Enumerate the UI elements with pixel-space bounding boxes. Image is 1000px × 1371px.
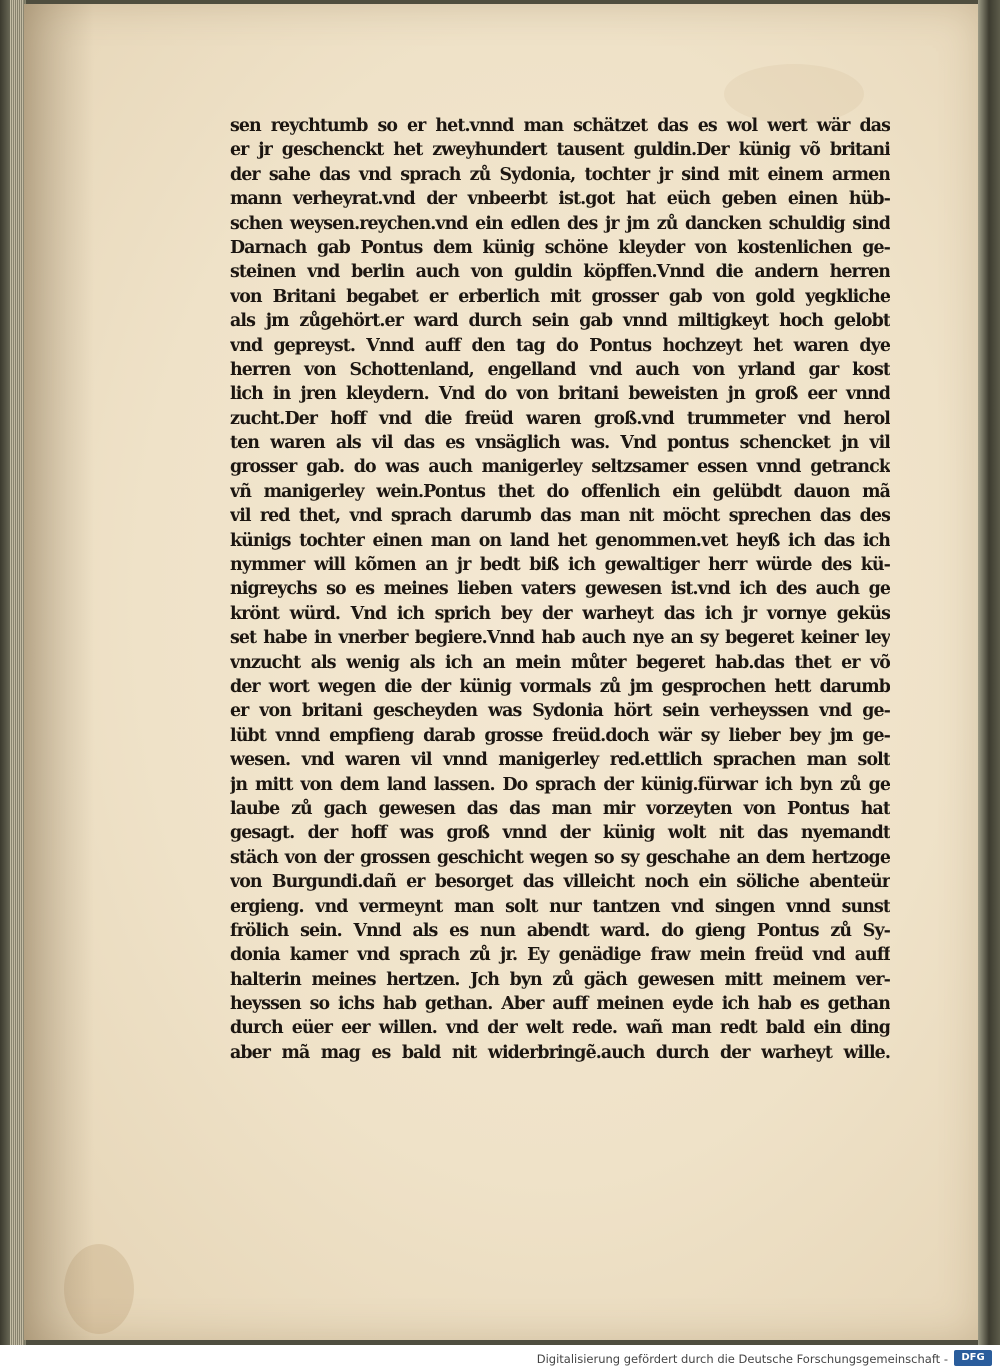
- text-line: lich in jren kleydern. Vnd do von britani beweisten jn groß eer vnnd: [230, 384, 890, 405]
- page-text-block: [230, 114, 890, 1065]
- text-line: zucht.Der hoff vnd die freüd waren groß.vnd trummeter vnd herol: [230, 408, 890, 429]
- text-line: ergieng. vnd vermeynt man solt nur tantzen vnd singen vnnd sunst: [230, 896, 890, 917]
- text-line: nigreychs so es meines lieben vaters gewesen ist.vnd ich des auch ge: [230, 579, 890, 600]
- footer-bar: [0, 1345, 1000, 1371]
- text-line: jn mitt von dem land lassen. Do sprach der künig.fürwar ich byn zů ge: [230, 774, 890, 795]
- text-line: aber mã mag es bald nit widerbringẽ.auch durch der warheyt wille.: [230, 1042, 890, 1063]
- text-line: donia kamer vnd sprach zů jr. Ey genädige fraw mein freüd vnd auff: [230, 945, 890, 966]
- text-line: von Burgundi.dañ er besorget das villeicht noch ein söliche abenteür: [230, 872, 890, 893]
- text-line: stäch von der grossen geschicht wegen so sy geschahe an dem hertzoge: [230, 847, 890, 868]
- text-line: ten waren als vil das es vnsäglich was. Vnd pontus schencket jn vil: [230, 433, 890, 454]
- paper-stain: [64, 1244, 134, 1334]
- text-line: nymmer will kõmen an jr bedt biß ich gewaltiger herr würde des kü-: [230, 555, 890, 576]
- text-line: mann verheyrat.vnd der vnbeerbt ist.got hat eüch geben einen hüb-: [230, 189, 890, 210]
- text-line: vñ manigerley wein.Pontus thet do offenlich ein gelübdt dauon mã: [230, 481, 890, 502]
- text-line: künigs tochter einen man on land het genommen.vet heyß ich das ich: [230, 530, 890, 551]
- text-line: Darnach gab Pontus dem künig schöne kleyder von kostenlichen ge-: [230, 237, 890, 258]
- text-line: der wort wegen die der künig vormals zů jm gesprochen hett darumb: [230, 676, 890, 697]
- text-line: vnzucht als wenig als ich an mein můter begeret hab.das thet er võ: [230, 652, 890, 673]
- page-stack-edge: [10, 0, 24, 1345]
- book-right-edge: [978, 0, 1000, 1345]
- text-line: frölich sein. Vnnd als es nun abendt ward. do gieng Pontus zů Sy-: [230, 920, 890, 941]
- text-line: halterin meines hertzen. Jch byn zů gäch gewesen mitt meinem ver-: [230, 969, 890, 990]
- book-page: [24, 4, 980, 1340]
- text-line: lübt vnnd empfieng darab grosse freüd.doch wär sy lieber bey jm ge-: [230, 725, 890, 746]
- text-line: er jr geschenckt het zweyhundert tausent guldin.Der künig võ britani: [230, 140, 890, 161]
- text-line: vnd gepreyst. Vnnd auff den tag do Pontus hochzeyt het waren dye: [230, 335, 890, 356]
- text-line: grosser gab. do was auch manigerley seltzsamer essen vnnd getranck: [230, 457, 890, 478]
- text-line: sen reychtumb so er het.vnnd man schätzet das es wol wert wär das: [230, 116, 890, 136]
- text-line: als jm zůgehört.er ward durch sein gab vnnd miltigkeyt hoch gelobt: [230, 311, 890, 332]
- text-line: herren von Schottenland, engelland vnd auch von yrland gar kost: [230, 359, 890, 380]
- text-line: krönt würd. Vnd ich sprich bey der warheyt das ich jr vornye geküs: [230, 603, 890, 624]
- text-line: laube zů gach gewesen das das man mir vorzeyten von Pontus hat: [230, 798, 890, 819]
- text-line: von Britani begabet er erberlich mit grosser gab von gold yegkliche: [230, 286, 890, 307]
- text-line: steinen vnd berlin auch von guldin köpffen.Vnnd die andern herren: [230, 262, 890, 283]
- text-line: vil red thet, vnd sprach darumb das man nit möcht sprechen das des: [230, 506, 890, 527]
- text-line: set habe in vnerber begiere.Vnnd hab auch nye an sy begeret keiner ley: [230, 628, 890, 649]
- text-line: durch eüer eer willen. vnd der welt rede. wañ man redt bald ein ding: [230, 1018, 890, 1039]
- footer-credit: Digitalisierung gefördert durch die Deutsche Forschungsgemeinschaft -: [536, 1352, 948, 1366]
- text-line: schen weysen.reychen.vnd ein edlen des jr jm zů dancken schuldig sind: [230, 213, 890, 234]
- text-line: der sahe das vnd sprach zů Sydonia, tochter jr sind mit einem armen: [230, 164, 890, 185]
- dfg-logo: DFG: [954, 1350, 992, 1366]
- text-line: er von britani gescheyden was Sydonia hört sein verheyssen vnd ge-: [230, 701, 890, 722]
- text-line: heyssen so ichs hab gethan. Aber auff meinen eyde ich hab es gethan: [230, 994, 890, 1015]
- text-line: wesen. vnd waren vil vnnd manigerley red.ettlich sprachen man solt: [230, 750, 890, 771]
- text-line: gesagt. der hoff was groß vnnd der künig wolt nit das nyemandt: [230, 823, 890, 844]
